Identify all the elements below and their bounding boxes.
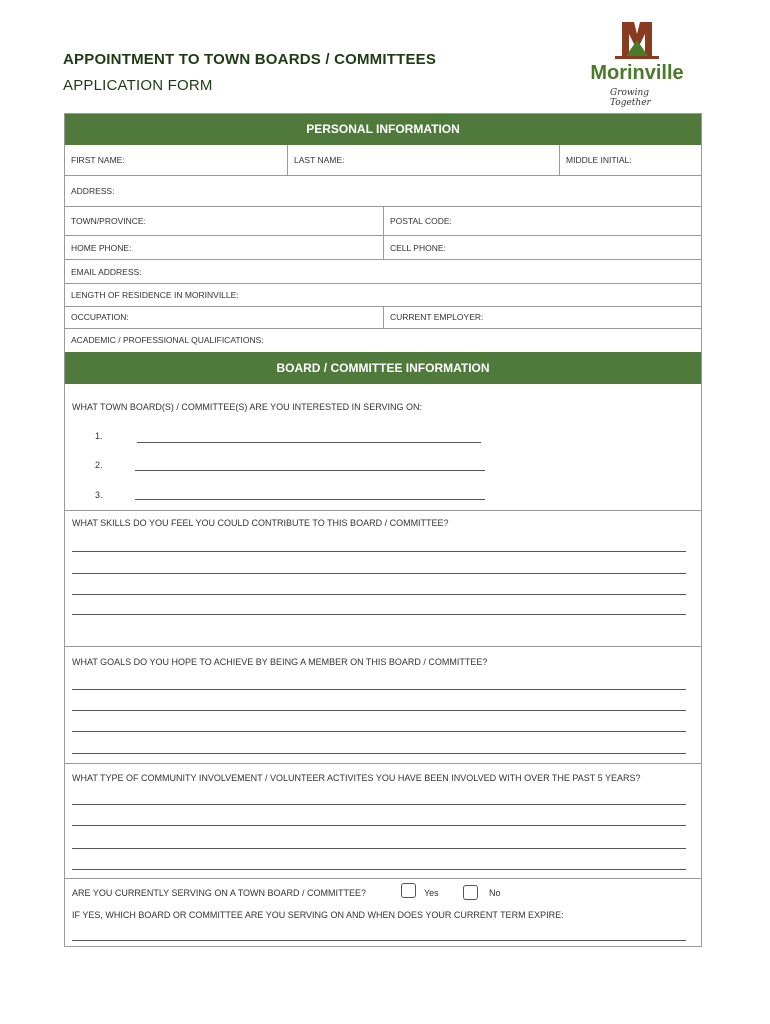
board-item-1-number: 1. [95, 431, 103, 441]
town-row [65, 207, 701, 236]
employer-label: CURRENT EMPLOYER: [390, 312, 484, 322]
home-phone-label: HOME PHONE: [71, 243, 132, 253]
employer-field[interactable] [383, 307, 701, 328]
email-row [65, 260, 701, 284]
board-item-3-number: 3. [95, 490, 103, 500]
residence-length-field[interactable] [65, 284, 701, 306]
involvement-line-1[interactable] [72, 804, 686, 805]
first-name-label: FIRST NAME: [71, 155, 125, 165]
qualifications-field[interactable] [65, 329, 701, 352]
address-row [65, 176, 701, 207]
residence-row [65, 284, 701, 307]
skills-question: WHAT SKILLS DO YOU FEEL YOU COULD CONTRIBUTE TO THIS BOARD / COMMITTEE? [72, 518, 449, 528]
goals-line-2[interactable] [72, 710, 686, 711]
occupation-row [65, 307, 701, 329]
postal-code-label: POSTAL CODE: [390, 216, 452, 226]
no-label: No [489, 888, 501, 898]
qualifications-label: ACADEMIC / PROFESSIONAL QUALIFICATIONS: [71, 335, 264, 345]
email-field[interactable] [65, 260, 701, 283]
morinville-logo [582, 20, 692, 106]
involvement-line-4[interactable] [72, 869, 686, 870]
yes-checkbox[interactable] [401, 883, 416, 898]
postal-code-field[interactable] [383, 207, 701, 235]
divider [65, 763, 701, 764]
occupation-field[interactable] [65, 307, 383, 328]
form-subtitle: APPLICATION FORM [63, 77, 213, 94]
qualifications-row [65, 329, 701, 352]
board-item-2-line[interactable] [135, 470, 485, 471]
board-info-heading: BOARD / COMMITTEE INFORMATION [65, 352, 701, 384]
morinville-m-logo-icon [582, 20, 692, 64]
occupation-label: OCCUPATION: [71, 312, 129, 322]
skills-line-2[interactable] [72, 573, 686, 574]
logo-wordmark: Morinville [590, 62, 684, 84]
address-label: ADDRESS: [71, 186, 115, 196]
cell-phone-field[interactable] [383, 236, 701, 259]
divider [65, 878, 701, 879]
skills-line-4[interactable] [72, 614, 686, 615]
involvement-question: WHAT TYPE OF COMMUNITY INVOLVEMENT / VOLUNTEER ACTIVITES YOU HAVE BEEN INVOLVED WITH OVER THE PAST 5 YEARS? [72, 773, 641, 783]
last-name-label: LAST NAME: [294, 155, 345, 165]
logo-tagline: Growing Together [610, 88, 651, 108]
town-province-field[interactable] [65, 207, 383, 235]
residence-length-label: LENGTH OF RESIDENCE IN MORINVILLE: [71, 290, 239, 300]
cell-phone-label: CELL PHONE: [390, 243, 446, 253]
first-name-field[interactable] [65, 145, 287, 175]
last-name-field[interactable] [287, 145, 559, 175]
goals-line-4[interactable] [72, 753, 686, 754]
middle-initial-field[interactable] [559, 145, 701, 175]
no-checkbox[interactable] [463, 885, 478, 900]
board-item-2-number: 2. [95, 460, 103, 470]
board-item-3-line[interactable] [135, 499, 485, 500]
goals-line-3[interactable] [72, 731, 686, 732]
interest-question: WHAT TOWN BOARD(S) / COMMITTEE(S) ARE YOU INTERESTED IN SERVING ON: [72, 402, 423, 412]
involvement-line-2[interactable] [72, 825, 686, 826]
involvement-line-3[interactable] [72, 848, 686, 849]
name-row [65, 145, 701, 176]
divider [65, 510, 701, 511]
term-line[interactable] [72, 940, 686, 941]
yes-label: Yes [424, 888, 439, 898]
divider [65, 646, 701, 647]
form-title: APPOINTMENT TO TOWN BOARDS / COMMITTEES [63, 51, 437, 68]
skills-line-1[interactable] [72, 551, 686, 552]
goals-line-1[interactable] [72, 689, 686, 690]
skills-line-3[interactable] [72, 594, 686, 595]
email-label: EMAIL ADDRESS: [71, 267, 142, 277]
middle-initial-label: MIDDLE INITIAL: [566, 155, 632, 165]
application-form [64, 113, 702, 947]
town-province-label: TOWN/PROVINCE: [71, 216, 146, 226]
phone-row [65, 236, 701, 260]
personal-info-heading: PERSONAL INFORMATION [65, 114, 701, 145]
serving-question: ARE YOU CURRENTLY SERVING ON A TOWN BOARD / COMMITTEE? [72, 888, 367, 898]
home-phone-field[interactable] [65, 236, 383, 259]
address-field[interactable] [65, 176, 701, 206]
board-item-1-line[interactable] [137, 442, 481, 443]
goals-question: WHAT GOALS DO YOU HOPE TO ACHIEVE BY BEING A MEMBER ON THIS BOARD / COMMITTEE? [72, 657, 488, 667]
term-question: IF YES, WHICH BOARD OR COMMITTEE ARE YOU SERVING ON AND WHEN DOES YOUR CURRENT TERM EXPIRE: [72, 910, 564, 920]
